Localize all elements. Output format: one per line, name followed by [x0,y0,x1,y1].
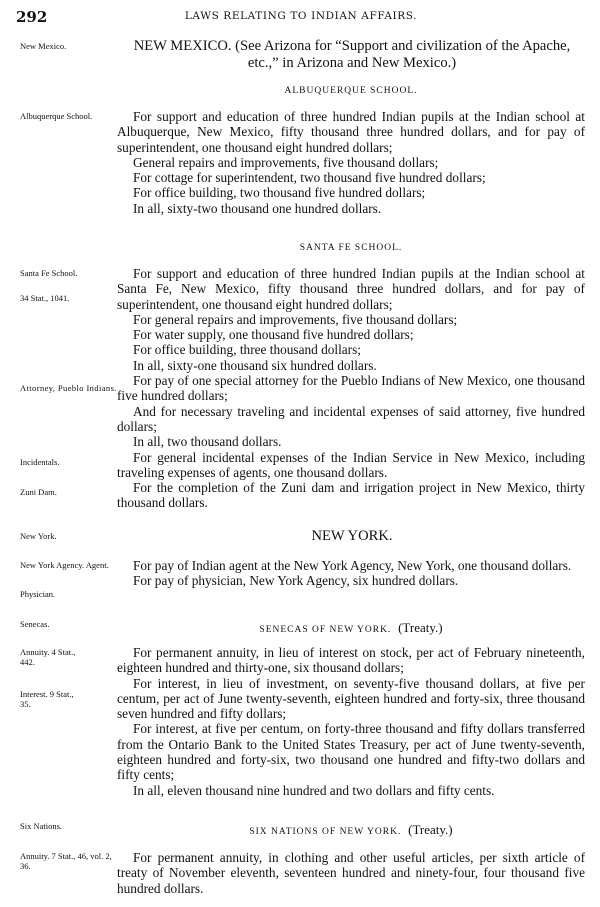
side-note-statute: 34 Stat., 1041. [20,293,70,303]
ny-agency-section [117,558,585,589]
paragraph: For support and education of three hundred Indian pupils at the Indian school at Albuquerque, New Mexico, fifty thousand three hundred dollars, and for pay of superintendent, one thousand eight hundred dollars; [117,109,585,155]
side-note-incidentals: Incidentals. [20,457,60,467]
albuquerque-section [117,109,585,216]
paragraph: For interest, at five per centum, on forty-three thousand and fifty dollars transferred from the Ontario Bank to the United States Treasury, per act of June twenty-seventh, eighteen hundred and forty-six, two thousand one hundred and fifty-two dollars and fifty cents; [117,721,585,783]
paragraph: For permanent annuity, in lieu of interest on stock, per act of February nineteenth, eighteen hundred and thirty-one, six thousand dollars; [117,645,585,676]
running-title: LAWS RELATING TO INDIAN AFFAIRS. [184,10,418,22]
heading-text: SENECAS OF NEW YORK. [259,625,392,635]
treaty-note: (Treaty.) [408,822,453,837]
side-note-zuni-dam: Zuni Dam. [20,487,57,497]
side-note-new-mexico: New Mexico. [20,41,67,51]
paragraph: For interest, in lieu of investment, on seventy-five thousand dollars, at five per centum, per act of June twenty-seventh, eighteen hundred and forty-six, three thousand seven hundred and fifty dollars; [117,675,585,722]
line-item: In all, eleven thousand nine hundred and two dollars and fifty cents. [133,782,495,798]
side-note-santa-fe: Santa Fe School. [20,268,78,278]
paragraph: For pay of physician, New York Agency, six hundred dollars. [133,573,459,589]
side-note-senecas: Senecas. [20,619,50,629]
side-note-annuity-six-nations: Annuity. 7 Stat., 46, vol. 2, 36. [20,851,112,871]
heading-santa-fe-school: SANTA FE SCHOOL. [299,243,403,253]
line-item: In all, sixty-one thousand six hundred dollars. [133,357,377,373]
santa-fe-section [117,266,585,511]
six-nations-section [117,850,585,896]
paragraph: For general incidental expenses of the Indian Service in New Mexico, including traveling expenses of agents, one thousand dollars. [117,449,585,480]
side-note-attorney: Attorney, Pueblo Indians. [20,383,117,393]
line-item: In all, two thousand dollars. [133,434,282,450]
paragraph: For support and education of three hundred Indian pupils at the Indian school at Santa Fe, New Mexico, fifty thousand three hundred dollars, and for pay of superintendent, one thousand eight hundred dollars; [117,266,585,312]
line-item: For office building, two thousand five hundred dollars; [133,185,426,201]
line-item: For general repairs and improvements, five thousand dollars; [133,311,458,327]
treaty-note: (Treaty.) [398,620,443,635]
page-header [16,8,586,26]
side-note-new-york: New York. [20,531,57,541]
section-title-new-york: NEW YORK. [311,528,393,544]
side-note-ny-agency: New York Agency. Agent. [20,560,109,570]
paragraph: For the completion of the Zuni dam and irrigation project in New Mexico, thirty thousand dollars. [117,480,585,511]
line-item: For water supply, one thousand five hundred dollars; [133,327,414,343]
line-item: For office building, three thousand dollars; [133,342,361,358]
side-note-annuity: Annuity. 4 Stat., 442. [20,647,76,667]
paragraph: For permanent annuity, in clothing and other useful articles, per sixth article of treaty of November eleventh, seventeen hundred and ninety-four, four thousand five hundred dollars. [117,850,585,896]
line-item: For cottage for superintendent, two thousand five hundred dollars; [133,170,486,186]
side-note-albuquerque: Albuquerque School. [20,111,93,121]
heading-senecas [117,620,585,636]
heading-text: SIX NATIONS OF NEW YORK. [249,827,402,837]
paragraph: For pay of Indian agent at the New York Agency, New York, one thousand dollars. [133,558,572,573]
section-title-new-mexico: NEW MEXICO. (See Arizona for “Support and civilization of the Apache, etc.,” in Arizona and New Mexico.) [133,38,571,71]
heading-six-nations [117,822,585,838]
side-note-six-nations: Six Nations. [20,821,63,831]
paragraph: And for necessary traveling and incidental expenses of said attorney, five hundred dollars; [117,403,585,434]
line-item: General repairs and improvements, five thousand dollars; [133,154,439,170]
senecas-section [117,645,585,798]
side-note-physician: Physician. [20,589,56,599]
page-number: 292 [16,8,48,26]
line-item: In all, sixty-two thousand one hundred dollars. [133,200,382,216]
paragraph: For pay of one special attorney for the Pueblo Indians of New Mexico, one thousand five hundred dollars; [117,373,585,404]
side-note-interest: Interest. 9 Stat., 35. [20,689,74,709]
heading-albuquerque-school: ALBUQUERQUE SCHOOL. [284,86,418,96]
